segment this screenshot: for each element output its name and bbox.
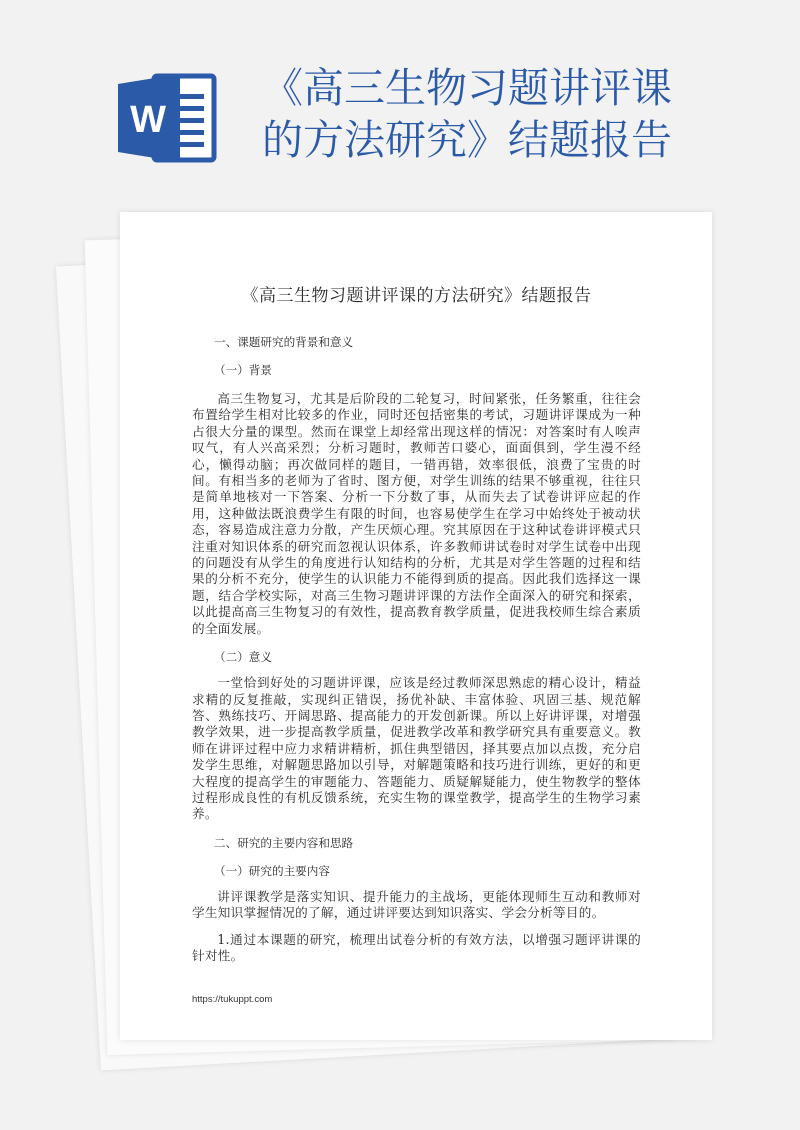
- document-title: 《高三生物习题讲评课的方法研究》结题报告: [241, 286, 592, 306]
- background-paragraph: 高三生物复习，尤其是后阶段的二轮复习，时间紧张，任务繁重，往往会布置给学生相对比较多的作业，同时还包括密集的考试，习题讲评课成为一种占很大分量的课型。然而在课堂上却经常出现这样的情况：对答案时有人唉声叹气，有人兴高采烈；分析习题时，教师苦口婆心，面面俱到，学生漫不经心，懒得动脑；再次做同样的题目，一错再错，效率很低，浪费了宝贵的时间。有相当多的老师为了省时、图方便，对学生训练的结果不够重视，往往只是简单地核对一下答案、分析一下分数了事，从而失去了试卷讲评应起的作用，这种做法既浪费学生有限的时间，也容易使学生在学习中始终处于被动状态，容易造成注意力分散，产生厌烦心理。究其原因在于这种试卷讲评模式只注重对知识体系的研究而忽视认识体系，许多教师讲试卷时对学生试卷中出现的问题没有从学生的角度进行认知结构的分析，尤其是对学生答题的过程和结果的分析不充分，使学生的认识能力不能得到质的提高。因此我们选择这一课题，结合学校实际，对高三生物习题讲评课的方法作全面深入的研究和探索，以此提高高三生物复习的有效性，提高教育教学质量，促进我校师生综合素质的全面发展。: [192, 391, 641, 636]
- banner-title: [262, 62, 782, 166]
- footer-url: https://tukuppt.com: [192, 994, 273, 1005]
- section2-heading: 二、研究的主要内容和思路: [214, 835, 354, 850]
- meaning-paragraph: 一堂恰到好处的习题讲评课，应该是经过教师深思熟虑的精心设计，精益求精的反复推敲，实现纠正错误，扬优补缺、丰富体验、巩固三基、规范解答、熟练技巧、开阔思路、提高能力的开发创新课。所以上好讲评课，对增强教学效果，进一步提高教学质量，促进教学改革和教学研究具有重要意义。教师在讲评过程中应力求精讲精析，抓住典型错因，择其要点加以点拨，充分启发学生思维，对解题思路加以引导，对解题策略和技巧进行训练，更好的和更大程度的提高学生的审题能力、答题能力、质疑解疑能力，使生物教学的整体过程形成良性的有机反馈系统，充实生物的课堂教学，提高学生的生物学习素养。: [192, 675, 641, 822]
- item1-paragraph: 1.通过本课题的研究，梳理出试卷分析的有效方法，以增强习题评讲课的针对性。: [192, 931, 641, 963]
- banner-title-line1: 《高三生物习题讲评课: [262, 64, 672, 112]
- word-icon: [118, 70, 218, 166]
- section1-sub1-heading: （一）背景: [214, 363, 272, 377]
- section1-sub2-heading: （二）意义: [214, 650, 272, 665]
- document-page: [120, 212, 712, 1040]
- section2-sub1-heading: （一）研究的主要内容: [214, 863, 330, 878]
- section1-heading: 一、课题研究的背景和意义: [214, 335, 354, 349]
- banner-title-line2: 的方法研究》结题报告: [262, 116, 672, 164]
- word-logo-letter: W: [130, 99, 166, 141]
- content-paragraph: 讲评课教学是落实知识、提升能力的主战场，更能体现师生互动和教师对学生知识掌握情况的了解，通过讲评要达到知识落实、学会分析等目的。: [192, 888, 641, 921]
